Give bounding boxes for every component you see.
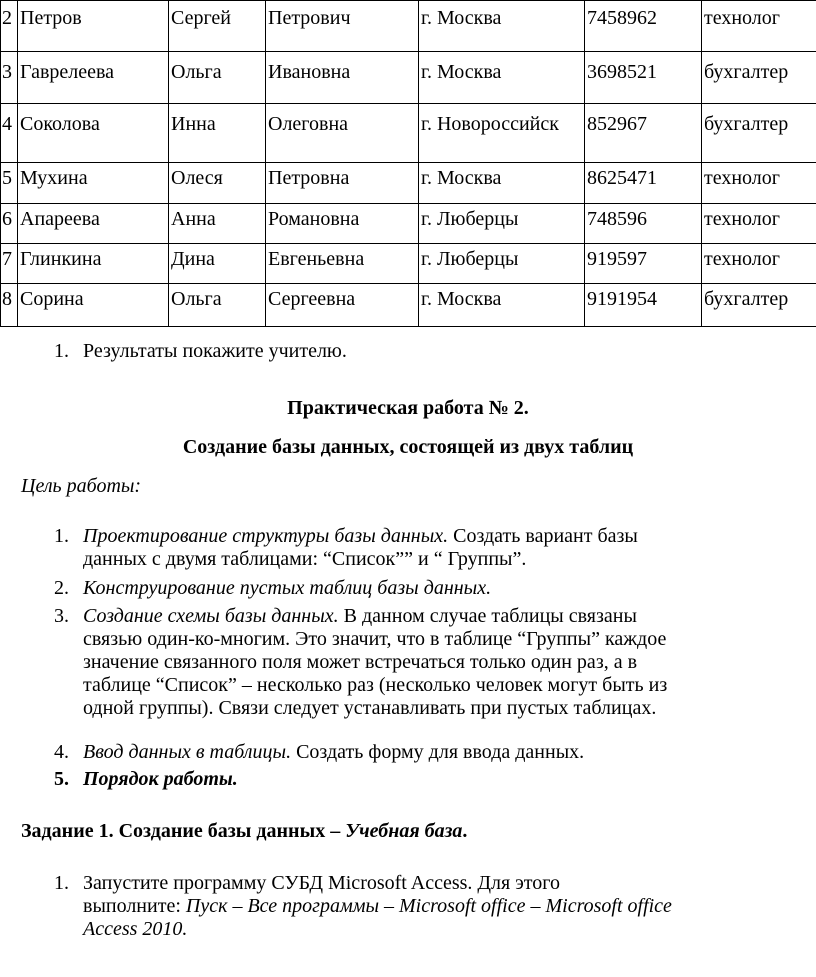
cell-city: г. Люберцы xyxy=(419,244,585,284)
cell-city: г. Москва xyxy=(419,1,585,52)
employees-table xyxy=(0,0,816,327)
cell-num: 2 xyxy=(1,1,18,52)
cell-num: 7 xyxy=(1,244,18,284)
cell-name: Ольга xyxy=(169,52,266,104)
table-row xyxy=(1,52,816,104)
cell-position: технолог xyxy=(702,1,816,52)
cell-surname: Гаврелеева xyxy=(18,52,169,104)
table-row xyxy=(1,163,816,204)
list-number: 1. xyxy=(54,340,69,362)
cell-patronymic: Сергеевна xyxy=(266,284,419,327)
table-row xyxy=(1,104,816,163)
cell-city: г. Москва xyxy=(419,284,585,327)
cell-phone: 9191954 xyxy=(585,284,702,327)
goal-label: Цель работы: xyxy=(21,475,142,497)
cell-surname: Глинкина xyxy=(18,244,169,284)
cell-patronymic: Петрович xyxy=(266,1,419,52)
cell-position: бухгалтер xyxy=(702,284,816,327)
table-row xyxy=(1,1,816,52)
cell-position: технолог xyxy=(702,244,816,284)
cell-name: Инна xyxy=(169,104,266,163)
cell-phone: 3698521 xyxy=(585,52,702,104)
cell-phone: 748596 xyxy=(585,204,702,244)
cell-phone: 7458962 xyxy=(585,1,702,52)
cell-name: Анна xyxy=(169,204,266,244)
cell-surname: Мухина xyxy=(18,163,169,204)
cell-patronymic: Романовна xyxy=(266,204,419,244)
cell-position: технолог xyxy=(702,204,816,244)
cell-name: Ольга xyxy=(169,284,266,327)
cell-city: г. Новороссийск xyxy=(419,104,585,163)
cell-phone: 852967 xyxy=(585,104,702,163)
cell-num: 3 xyxy=(1,52,18,104)
cell-patronymic: Петровна xyxy=(266,163,419,204)
table-row xyxy=(1,204,816,244)
cell-surname: Сорина xyxy=(18,284,169,327)
cell-position: технолог xyxy=(702,163,816,204)
cell-position: бухгалтер xyxy=(702,52,816,104)
cell-name: Сергей xyxy=(169,1,266,52)
cell-patronymic: Евгеньевна xyxy=(266,244,419,284)
cell-city: г. Москва xyxy=(419,52,585,104)
cell-num: 8 xyxy=(1,284,18,327)
table-row xyxy=(1,284,816,327)
cell-patronymic: Ивановна xyxy=(266,52,419,104)
cell-num: 5 xyxy=(1,163,18,204)
cell-surname: Апареева xyxy=(18,204,169,244)
list-text: Результаты покажите учителю. xyxy=(83,340,347,362)
cell-name: Дина xyxy=(169,244,266,284)
cell-name: Олеся xyxy=(169,163,266,204)
cell-num: 6 xyxy=(1,204,18,244)
cell-phone: 919597 xyxy=(585,244,702,284)
cell-position: бухгалтер xyxy=(702,104,816,163)
cell-phone: 8625471 xyxy=(585,163,702,204)
cell-city: г. Люберцы xyxy=(419,204,585,244)
cell-surname: Петров xyxy=(18,1,169,52)
cell-num: 4 xyxy=(1,104,18,163)
page-subtitle: Создание базы данных, состоящей из двух таблиц xyxy=(182,436,634,458)
page-title: Практическая работа № 2. xyxy=(287,397,529,419)
task-heading: Задание 1. Создание базы данных – Учебная база. xyxy=(21,820,468,842)
table-row xyxy=(1,244,816,284)
cell-city: г. Москва xyxy=(419,163,585,204)
cell-surname: Соколова xyxy=(18,104,169,163)
cell-patronymic: Олеговна xyxy=(266,104,419,163)
